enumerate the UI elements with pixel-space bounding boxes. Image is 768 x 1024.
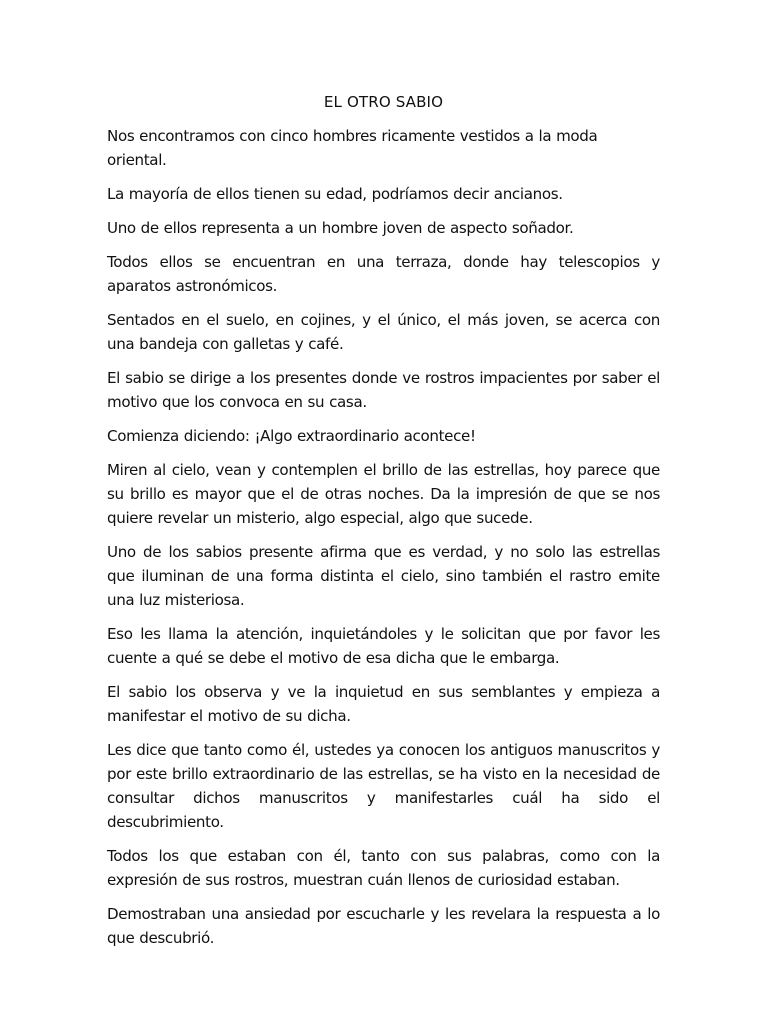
paragraph: Eso les llama la atención, inquietándoles y le solicitan que por favor les cuente a qué se debe el motivo de esa dicha que le embarga. [107,625,660,667]
paragraph: Sentados en el suelo, en cojines, y el único, el más joven, se acerca con una bandeja con galletas y café. [107,311,660,353]
paragraph: Miren al cielo, vean y contemplen el brillo de las estrellas, hoy parece que su brillo es mayor que el de otras noches. Da la impresión de que se nos quiere revelar un misterio, algo especial, algo que sucede. [107,461,660,527]
paragraph: El sabio los observa y ve la inquietud en sus semblantes y empieza a manifestar el motivo de su dicha. [107,683,660,725]
paragraph: Nos encontramos con cinco hombres ricamente vestidos a la moda oriental. [107,127,598,169]
paragraph: Demostraban una ansiedad por escucharle y les revelara la respuesta a lo que descubrió. [107,905,660,947]
paragraph: Todos ellos se encuentran en una terraza, donde hay telescopios y aparatos astronómicos. [107,253,660,295]
paragraph: Uno de ellos representa a un hombre joven de aspecto soñador. [107,219,574,237]
paragraph: Uno de los sabios presente afirma que es verdad, y no solo las estrellas que iluminan de una forma distinta el cielo, sino también el rastro emite una luz misteriosa. [107,543,660,609]
document-body [107,90,660,960]
document-title: EL OTRO SABIO [323,93,444,111]
paragraph: Les dice que tanto como él, ustedes ya conocen los antiguos manuscritos y por este brillo extraordinario de las estrellas, se ha visto en la necesidad de consultar dichos manuscritos y manifestarles cuál ha sido el descubrimiento. [107,741,660,831]
paragraph: Todos los que estaban con él, tanto con sus palabras, como con la expresión de sus rostros, muestran cuán llenos de curiosidad estaban. [107,847,660,889]
paragraph: El sabio se dirige a los presentes donde ve rostros impacientes por saber el motivo que los convoca en su casa. [107,369,660,411]
paragraph: La mayoría de ellos tienen su edad, podríamos decir ancianos. [107,185,563,203]
paragraph: Comienza diciendo: ¡Algo extraordinario acontece! [107,427,476,445]
